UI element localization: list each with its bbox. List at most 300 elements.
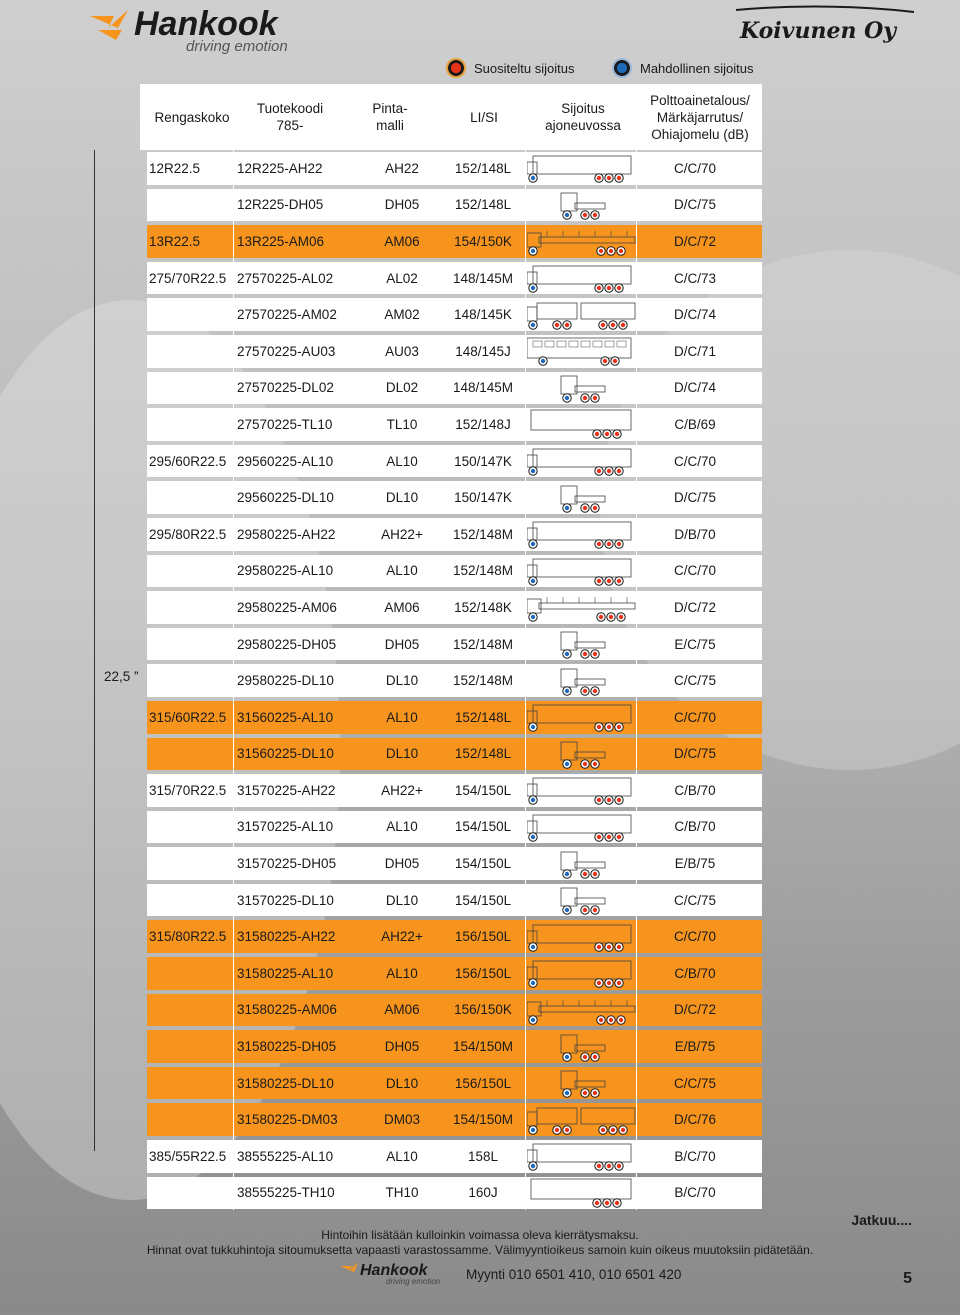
eu-label-cell: C/C/70 xyxy=(673,453,717,469)
table-row xyxy=(147,443,762,480)
table-row xyxy=(147,992,762,1029)
vehicle-body xyxy=(527,711,537,723)
wheel-marker-center xyxy=(531,176,535,180)
wheel-marker-center xyxy=(617,286,621,290)
table-row xyxy=(147,1138,762,1175)
eu-label-cell: D/C/75 xyxy=(673,746,717,762)
table-header xyxy=(140,84,762,150)
size-cell: 385/55R22.5 xyxy=(149,1148,227,1164)
svg-text:driving emotion: driving emotion xyxy=(386,1277,441,1286)
wheel-marker-center xyxy=(531,1128,535,1132)
load-index-cell: 152/148M xyxy=(452,526,514,542)
legend-possible xyxy=(612,58,753,78)
wheel-marker-center xyxy=(605,1201,609,1205)
vehicle-body xyxy=(527,307,537,321)
pattern-cell: AL10 xyxy=(386,453,418,469)
wheel-marker-center xyxy=(619,249,623,253)
vehicle-body xyxy=(539,1006,635,1012)
vehicle-position-icon xyxy=(527,662,637,699)
hankook-logo xyxy=(88,6,368,59)
vehicle-body xyxy=(527,784,537,796)
wheel-marker-center xyxy=(531,798,535,802)
product-code-cell: 29560225-DL10 xyxy=(237,490,334,506)
vehicle-body xyxy=(527,565,537,577)
wheel-marker-center xyxy=(565,871,569,875)
wheel-marker-center xyxy=(621,1128,625,1132)
wheel-marker-center xyxy=(609,1018,613,1022)
load-index-cell: 156/150L xyxy=(454,929,512,945)
vehicle-body xyxy=(581,1108,635,1124)
vehicle-position-icon xyxy=(527,1138,637,1175)
pattern-cell: AL10 xyxy=(386,965,418,981)
wheel-marker-center xyxy=(617,798,621,802)
load-index-cell: 148/145M xyxy=(452,270,514,286)
wheel-marker-center xyxy=(531,249,535,253)
wheel-marker-center xyxy=(601,1128,605,1132)
product-code-cell: 29580225-DL10 xyxy=(237,673,334,689)
vehicle-body xyxy=(561,486,577,504)
column-divider xyxy=(233,150,234,1210)
vehicle-body xyxy=(575,679,605,685)
size-cell xyxy=(147,1175,235,1212)
trailer-icon xyxy=(527,262,637,294)
wheel-marker-center xyxy=(541,359,545,363)
pattern-cell: AM06 xyxy=(384,233,420,249)
vehicle-body xyxy=(527,931,537,943)
table-row xyxy=(147,955,762,992)
possible-wheel-icon xyxy=(612,58,632,78)
pattern-cell: DL10 xyxy=(385,746,419,762)
size-cell: 275/70R22.5 xyxy=(149,270,227,286)
load-index-cell: 154/150K xyxy=(454,233,512,249)
eu-label-cell: C/C/70 xyxy=(673,160,717,176)
load-index-cell: 148/145M xyxy=(452,380,514,396)
vehicle-position-icon xyxy=(527,699,637,736)
product-code-cell: 13R225-AM06 xyxy=(237,233,325,249)
table-row xyxy=(147,1101,762,1138)
wheel-marker-center xyxy=(593,1054,597,1058)
vehicle-position-icon xyxy=(527,516,637,553)
vehicle-body xyxy=(561,742,577,760)
wheel-marker-center xyxy=(593,505,597,509)
vehicle-position-icon xyxy=(527,1028,637,1065)
pattern-cell: AM02 xyxy=(384,307,420,323)
trailer-icon xyxy=(527,152,637,184)
wheel-marker-center xyxy=(607,725,611,729)
column-divider xyxy=(525,150,526,1210)
eu-label-cell: E/C/75 xyxy=(674,636,716,652)
wheel-marker-center xyxy=(531,945,535,949)
size-cell xyxy=(147,882,235,919)
wheel-marker-center xyxy=(599,615,603,619)
vehicle-body xyxy=(561,888,577,906)
eu-label-cell: E/B/75 xyxy=(674,856,716,872)
table-row xyxy=(147,882,762,919)
wheel-marker-center xyxy=(617,469,621,473)
eu-label-cell: B/C/70 xyxy=(674,1185,716,1201)
load-index-cell: 152/148M xyxy=(452,673,514,689)
product-code-cell: 38555225-TH10 xyxy=(237,1185,335,1201)
wheel-marker-center xyxy=(531,286,535,290)
pattern-cell: AM06 xyxy=(384,1002,420,1018)
vehicle-body xyxy=(527,272,537,284)
trailer-icon xyxy=(527,518,637,550)
flatbed-icon xyxy=(527,994,637,1026)
wheel-marker-center xyxy=(617,542,621,546)
truck-trailer-icon xyxy=(527,1104,637,1136)
wheel-marker-center xyxy=(531,1018,535,1022)
brand-name: Hankook xyxy=(134,6,278,43)
recommended-wheel-icon xyxy=(446,58,466,78)
pattern-cell: AH22+ xyxy=(381,929,423,945)
table-row xyxy=(147,553,762,590)
dealer-name: Koivunen Oy xyxy=(740,18,897,44)
trailer-icon xyxy=(527,555,637,587)
load-index-cell: 150/147K xyxy=(454,453,512,469)
footer-note-prices: Hinnat ovat tukkuhintoja sitoumuksetta vapaasti varastossamme. Välimyyntioikeus samoin kuin oikeus muutoksiin pidätetään. xyxy=(146,1243,814,1257)
pattern-cell: AL10 xyxy=(386,1148,418,1164)
trailer-icon xyxy=(527,811,637,843)
load-index-cell: 150/147K xyxy=(454,490,512,506)
vehicle-position-icon xyxy=(527,370,637,407)
header-code: Tuotekoodi 785- xyxy=(256,101,324,133)
vehicle-position-icon xyxy=(527,626,637,663)
vehicle-position-icon xyxy=(527,918,637,955)
vehicle-body xyxy=(561,669,577,687)
vehicle-body xyxy=(527,821,537,833)
product-code-cell: 31580225-DM03 xyxy=(237,1112,338,1128)
eu-label-cell: D/C/75 xyxy=(673,197,717,213)
wheel-marker-center xyxy=(609,615,613,619)
product-code-cell: 27570225-DL02 xyxy=(237,380,334,396)
vehicle-position-icon xyxy=(527,333,637,370)
vehicle-body xyxy=(533,925,631,943)
wheel-marker-center xyxy=(607,945,611,949)
wheel-marker-center xyxy=(583,1054,587,1058)
eu-label-cell: C/B/70 xyxy=(674,819,716,835)
load-index-cell: 156/150L xyxy=(454,965,512,981)
table-row xyxy=(147,699,762,736)
wheel-marker-center xyxy=(531,322,535,326)
vehicle-body xyxy=(561,852,577,870)
vehicle-position-icon xyxy=(527,1101,637,1138)
tractor-icon xyxy=(527,189,637,221)
wheel-marker-center xyxy=(583,505,587,509)
wheel-marker-center xyxy=(611,322,615,326)
wheel-marker-center xyxy=(593,1091,597,1095)
product-code-cell: 29580225-AL10 xyxy=(237,563,334,579)
vehicle-body xyxy=(533,156,631,174)
semi-icon xyxy=(527,408,637,440)
table-row xyxy=(147,406,762,443)
size-cell xyxy=(147,479,235,516)
wheel-marker-center xyxy=(617,981,621,985)
vehicle-position-icon xyxy=(527,260,637,297)
eu-label-cell: C/B/69 xyxy=(674,416,716,432)
eu-label-cell: B/C/70 xyxy=(674,1148,716,1164)
wheel-marker-center xyxy=(607,1164,611,1168)
vehicle-position-icon xyxy=(527,479,637,516)
size-cell xyxy=(147,1028,235,1065)
vehicle-position-icon xyxy=(527,150,637,187)
wheel-marker-center xyxy=(593,213,597,217)
product-code-cell: 31570225-DL10 xyxy=(237,892,334,908)
tractor-icon xyxy=(527,628,637,660)
eu-label-cell: D/C/72 xyxy=(673,1002,717,1018)
product-code-cell: 27570225-AM02 xyxy=(237,307,337,323)
product-code-cell: 29580225-DH05 xyxy=(237,636,337,652)
rim-bracket xyxy=(94,150,147,1151)
product-code-cell: 27570225-AL02 xyxy=(237,270,334,286)
header-li: LI/SI xyxy=(470,109,498,125)
semi-icon xyxy=(527,1177,637,1209)
wheel-marker-center xyxy=(609,249,613,253)
table-row xyxy=(147,809,762,846)
flatbed-icon xyxy=(527,591,637,623)
vehicle-body xyxy=(527,338,631,358)
wheel-marker-center xyxy=(597,725,601,729)
table-row xyxy=(147,845,762,882)
vehicle-body xyxy=(533,559,631,577)
load-index-cell: 154/150L xyxy=(454,892,512,908)
size-cell: 12R22.5 xyxy=(149,160,201,176)
vehicle-position-icon xyxy=(527,772,637,809)
load-index-cell: 152/148M xyxy=(452,563,514,579)
trailer-icon xyxy=(527,701,637,733)
vehicle-position-icon xyxy=(527,845,637,882)
size-cell: 13R22.5 xyxy=(149,233,201,249)
tractor-icon xyxy=(527,665,637,697)
vehicle-body xyxy=(575,386,605,392)
size-cell: 295/60R22.5 xyxy=(149,453,227,469)
flatbed-icon xyxy=(527,225,637,257)
vehicle-body xyxy=(531,1179,631,1199)
size-cell: 315/60R22.5 xyxy=(149,709,227,725)
wheel-marker-center xyxy=(597,798,601,802)
table-row xyxy=(147,223,762,260)
wheel-marker-center xyxy=(583,396,587,400)
header-pattern: Pinta- malli xyxy=(372,101,408,133)
size-cell xyxy=(147,736,235,773)
legend-recommended xyxy=(446,58,574,78)
eu-label-cell: C/C/70 xyxy=(673,709,717,725)
pattern-cell: DL10 xyxy=(385,1075,419,1091)
wheel-marker-center xyxy=(597,1164,601,1168)
table-row xyxy=(147,260,762,297)
pattern-cell: DH05 xyxy=(384,856,420,872)
wheel-marker-center xyxy=(565,652,569,656)
vehicle-position-icon xyxy=(527,443,637,480)
wheel-marker-center xyxy=(607,579,611,583)
product-code-cell: 12R225-DH05 xyxy=(237,197,324,213)
wheel-marker-center xyxy=(565,322,569,326)
wheel-marker-center xyxy=(583,908,587,912)
eu-label-cell: E/B/75 xyxy=(674,1039,716,1055)
wheel-marker-center xyxy=(599,1018,603,1022)
load-index-cell: 152/148L xyxy=(454,709,512,725)
wheel-marker-center xyxy=(597,542,601,546)
vehicle-position-icon xyxy=(527,553,637,590)
wheel-marker-center xyxy=(565,1128,569,1132)
table-row xyxy=(147,736,762,773)
product-code-cell: 27570225-AU03 xyxy=(237,343,336,359)
wheel-marker-center xyxy=(613,359,617,363)
table-row xyxy=(147,370,762,407)
product-code-cell: 31560225-AL10 xyxy=(237,709,334,725)
wheel-marker-center xyxy=(583,652,587,656)
table-row xyxy=(147,662,762,699)
tire-table xyxy=(147,150,762,1211)
vehicle-body xyxy=(537,303,577,319)
sales-phone: Myynti 010 6501 410, 010 6501 420 xyxy=(466,1267,682,1282)
table-row xyxy=(147,333,762,370)
wheel-marker-center xyxy=(565,1054,569,1058)
pattern-cell: AL10 xyxy=(386,819,418,835)
wheel-marker-center xyxy=(615,432,619,436)
brand-tagline: driving emotion xyxy=(186,38,288,54)
size-cell xyxy=(147,553,235,590)
vehicle-body xyxy=(539,237,635,243)
wheel-marker-center xyxy=(621,322,625,326)
load-index-cell: 156/150K xyxy=(454,1002,512,1018)
eu-label-cell: C/C/73 xyxy=(673,270,717,286)
vehicle-body xyxy=(575,1081,605,1087)
wheel-marker-center xyxy=(599,249,603,253)
size-cell: 315/70R22.5 xyxy=(149,782,227,798)
eu-label-cell: D/C/75 xyxy=(673,490,717,506)
size-cell xyxy=(147,370,235,407)
wheel-marker-center xyxy=(607,286,611,290)
vehicle-body xyxy=(561,1071,577,1089)
vehicle-body xyxy=(527,1112,537,1126)
wheel-marker-center xyxy=(619,1018,623,1022)
pattern-cell: AH22+ xyxy=(381,526,423,542)
load-index-cell: 154/150M xyxy=(452,1112,514,1128)
wheel-marker-center xyxy=(593,871,597,875)
wheel-marker-center xyxy=(565,762,569,766)
load-index-cell: 152/148M xyxy=(452,636,514,652)
vehicle-body xyxy=(537,1108,577,1124)
vehicle-position-icon xyxy=(527,1175,637,1212)
vehicle-body xyxy=(533,778,631,796)
eu-label-cell: C/C/75 xyxy=(673,1075,717,1091)
vehicle-body xyxy=(575,1045,605,1051)
trailer-icon xyxy=(527,774,637,806)
eu-label-cell: D/C/72 xyxy=(673,233,717,249)
product-code-cell: 31580225-AH22 xyxy=(237,929,336,945)
wheel-marker-center xyxy=(593,652,597,656)
wheel-marker-center xyxy=(597,835,601,839)
vehicle-position-icon xyxy=(527,736,637,773)
size-cell xyxy=(147,845,235,882)
wheel-marker-center xyxy=(593,688,597,692)
tractor-icon xyxy=(527,848,637,880)
product-code-cell: 12R225-AH22 xyxy=(237,160,323,176)
wheel-marker-center xyxy=(597,579,601,583)
product-code-cell: 31580225-DH05 xyxy=(237,1039,337,1055)
wheel-marker-center xyxy=(617,1164,621,1168)
table-row xyxy=(147,296,762,333)
vehicle-body xyxy=(575,203,605,209)
trailer-icon xyxy=(527,445,637,477)
vehicle-body xyxy=(533,705,631,723)
wheel-marker-center xyxy=(597,469,601,473)
pattern-cell: TH10 xyxy=(385,1185,419,1201)
size-cell xyxy=(147,296,235,333)
table-row xyxy=(147,1175,762,1212)
size-cell xyxy=(147,662,235,699)
wheel-marker-center xyxy=(555,1128,559,1132)
pattern-cell: AU03 xyxy=(385,343,419,359)
wheel-marker-center xyxy=(593,396,597,400)
wheel-marker-center xyxy=(583,1091,587,1095)
wheel-marker-center xyxy=(597,286,601,290)
vehicle-body xyxy=(561,193,577,211)
vehicle-body xyxy=(561,376,577,394)
pattern-cell: DM03 xyxy=(383,1112,420,1128)
tractor-icon xyxy=(527,482,637,514)
wheel-marker-center xyxy=(583,871,587,875)
size-cell xyxy=(147,406,235,443)
vehicle-body xyxy=(531,410,631,430)
pattern-cell: TL10 xyxy=(386,416,418,432)
wheel-marker-center xyxy=(617,835,621,839)
vehicle-position-icon xyxy=(527,809,637,846)
load-index-cell: 158L xyxy=(467,1148,499,1164)
vehicle-body xyxy=(561,1035,577,1053)
vehicle-position-icon xyxy=(527,955,637,992)
trailer-icon xyxy=(527,957,637,989)
eu-label-cell: D/C/71 xyxy=(673,343,717,359)
header-eu-label: Polttoainetalous/ Märkäjarrutus/ Ohiajomelu (dB) xyxy=(650,92,750,142)
vehicle-body xyxy=(527,1150,537,1162)
wheel-marker-center xyxy=(597,176,601,180)
vehicle-position-icon xyxy=(527,406,637,443)
vehicle-body xyxy=(575,752,605,758)
product-code-cell: 31570225-AH22 xyxy=(237,782,336,798)
vehicle-body xyxy=(527,455,537,467)
wheel-marker-center xyxy=(531,725,535,729)
pattern-cell: DL02 xyxy=(385,380,419,396)
wheel-marker-center xyxy=(531,981,535,985)
wheel-marker-center xyxy=(607,469,611,473)
wheel-marker-center xyxy=(605,432,609,436)
eu-label-cell: D/B/70 xyxy=(674,526,716,542)
load-index-cell: 160J xyxy=(468,1185,498,1201)
wheel-marker-center xyxy=(583,213,587,217)
svg-text:Hankook: Hankook xyxy=(360,1262,428,1279)
load-index-cell: 152/148L xyxy=(454,197,512,213)
wheel-marker-center xyxy=(565,1091,569,1095)
eu-label-cell: C/B/70 xyxy=(674,965,716,981)
wheel-marker-center xyxy=(565,688,569,692)
pattern-cell: DL10 xyxy=(385,490,419,506)
size-cell xyxy=(147,1065,235,1102)
vehicle-body xyxy=(527,967,537,979)
header-vehicle: Sijoitus ajoneuvossa xyxy=(545,101,621,133)
wheel-marker-center xyxy=(565,505,569,509)
vehicle-body xyxy=(539,603,635,609)
table-row xyxy=(147,772,762,809)
wheel-marker-center xyxy=(607,542,611,546)
wheel-marker-center xyxy=(617,579,621,583)
wheel-marker-center xyxy=(531,469,535,473)
pattern-cell: DH05 xyxy=(384,636,420,652)
legend-recommended-label: Suositeltu sijoitus xyxy=(474,60,575,76)
wheel-marker-center xyxy=(583,762,587,766)
vehicle-body xyxy=(527,528,537,540)
wheel-marker-center xyxy=(555,322,559,326)
